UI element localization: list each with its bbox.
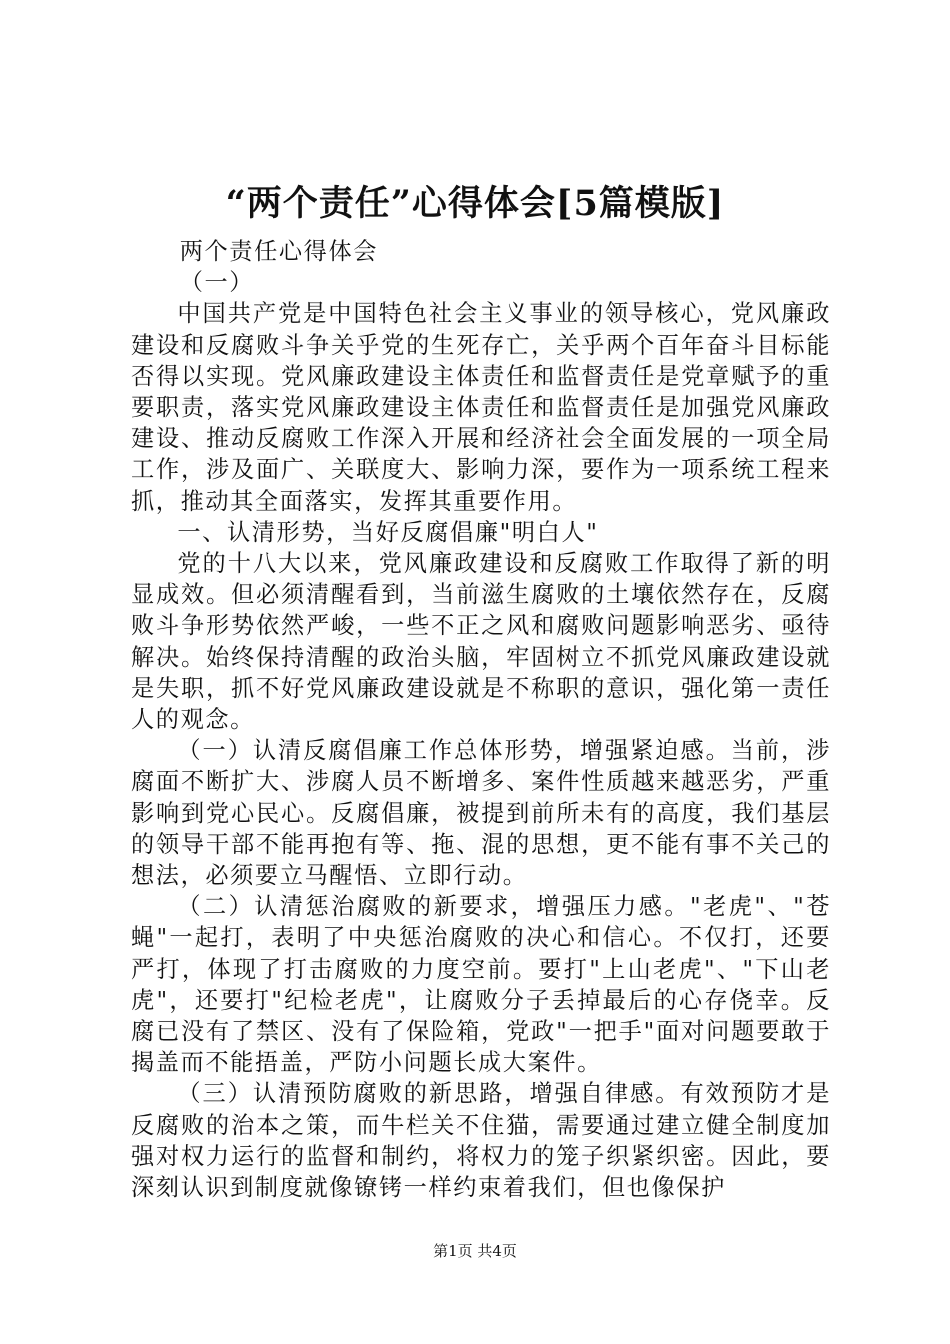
paragraph-point-3: （三）认清预防腐败的新思路，增强自律感。有效预防才是反腐败的治本之策，而牛栏关不住猫，需要通过建立健全制度加强对权力运行的监督和制约，将权力的笼子织紧织密。因此，要深刻认识到制度就像镣铐一样约束着我们，但也像保护 (131, 1080, 831, 1202)
section-heading-1: 一、认清形势，当好反腐倡廉"明白人" (177, 518, 599, 546)
paragraph-point-1: （一）认清反腐倡廉工作总体形势，增强紧迫感。当前，涉腐面不断扩大、涉腐人员不断增多、案件性质越来越恶劣，严重影响到党心民心。反腐倡廉，被提到前所未有的高度，我们基层的领导干部不能再抱有等、拖、混的思想，更不能有事不关己的想法，必须要立马醒悟、立即行动。 (131, 737, 831, 890)
paragraph-situation: 党的十八大以来，党风廉政建设和反腐败工作取得了新的明显成效。但必须清醒看到，当前滋生腐败的土壤依然存在，反腐败斗争形势依然严峻，一些不正之风和腐败问题影响恶劣、亟待解决。始终保持清醒的政治头脑，牢固树立不抓党风廉政建设就是失职，抓不好党风廉政建设就是不称职的意识，强化第一责任人的观念。 (131, 550, 831, 734)
section-number: （一） (179, 269, 255, 297)
paragraph-intro: 中国共产党是中国特色社会主义事业的领导核心，党风廉政建设和反腐败斗争关乎党的生死存亡，关乎两个百年奋斗目标能否得以实现。党风廉政建设主体责任和监督责任是党章赋予的重要职责，落实党风廉政建设主体责任和监督责任是加强党风廉政建设、推动反腐败工作深入开展和经济社会全面发展的一项全局工作，涉及面广、关联度大、影响力深，要作为一项系统工程来抓，推动其全面落实，发挥其重要作用。 (131, 300, 831, 515)
paragraph-point-2: （二）认清惩治腐败的新要求，增强压力感。"老虎"、"苍蝇"一起打，表明了中央惩治腐败的决心和信心。不仅打，还要严打，体现了打击腐败的力度空前。要打"上山老虎"、"下山老虎"，还要打"纪检老虎"，让腐败分子丢掉最后的心存侥幸。反腐已没有了禁区、没有了保险箱，党政"一把手"面对问题要敢于揭盖而不能捂盖，严防小问题长成大案件。 (131, 893, 831, 1077)
page-number-footer: 第1页 共4页 (433, 1242, 517, 1260)
document-body (131, 236, 831, 1203)
subtitle-heading: 两个责任心得体会 (179, 238, 379, 265)
document-title: “两个责任”心得体会[5篇模版] (225, 183, 725, 224)
